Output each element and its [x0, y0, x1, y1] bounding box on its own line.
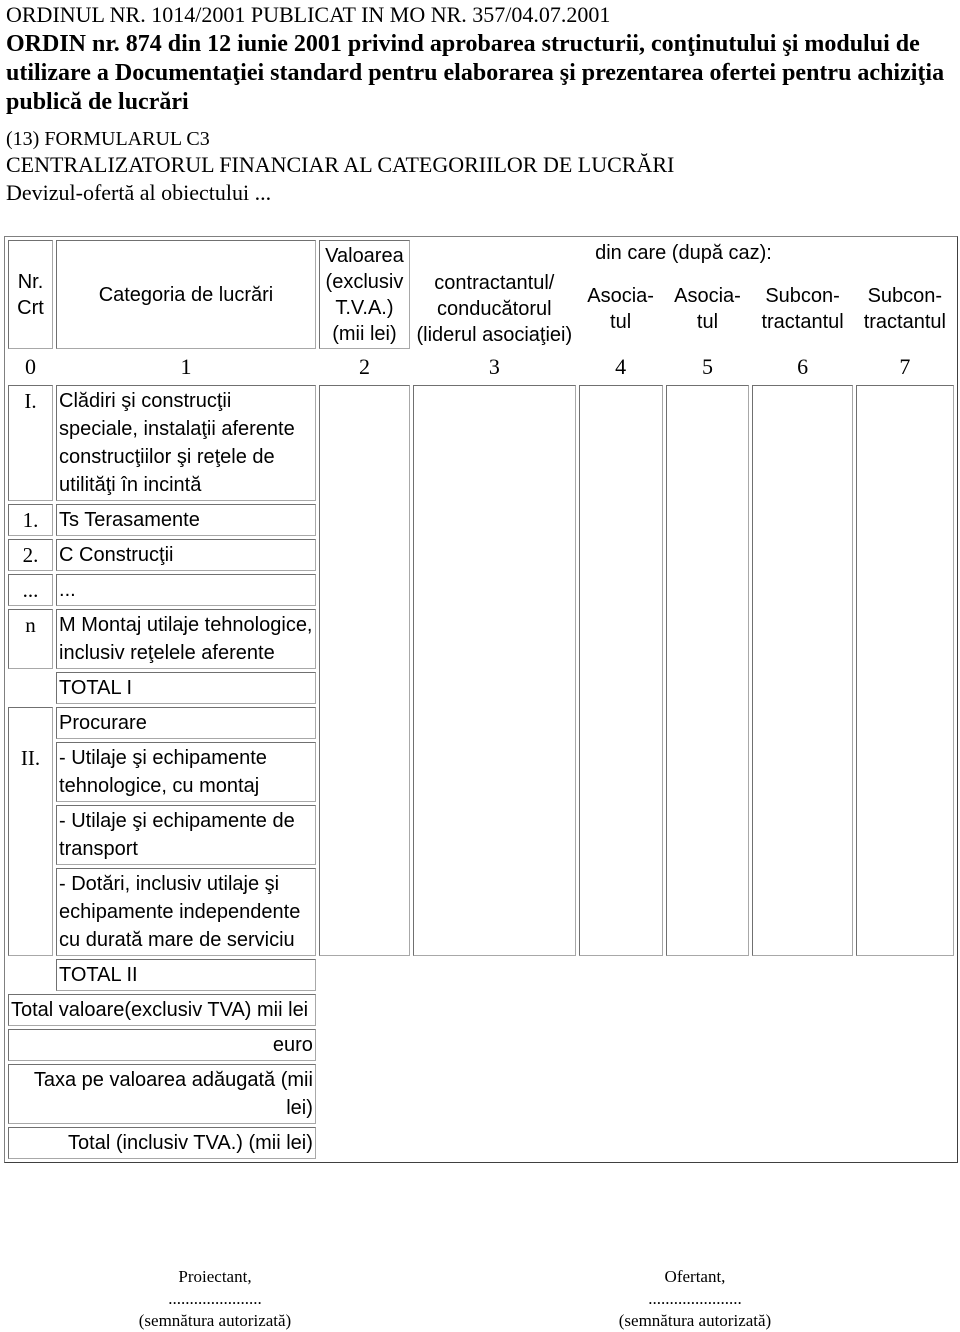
- header-nr-label: Nr.: [17, 270, 44, 293]
- row-category: M Montaj utilaje tehnologice, inclusiv reţelele aferente: [56, 609, 316, 669]
- header-subcontractant-2-l2: tractantul: [863, 311, 946, 333]
- order-reference-line: ORDINUL NR. 1014/2001 PUBLICAT IN MO NR. 357/04.07.2001: [6, 2, 611, 27]
- header-asociat-1: [579, 269, 663, 349]
- order-title: ORDIN nr. 874 din 12 iunie 2001 privind aprobarea structurii, conţinutului şi modului de utilizare a Documentaţiei standard pentru elaborarea şi prezentarea ofertei pentru achiziţia publică de lucrări: [6, 31, 945, 115]
- header-contractant-l1: contractantul/: [434, 272, 555, 294]
- row-total-valoare: Total valoare(exclusiv TVA) mii lei: [8, 994, 316, 1026]
- row-number: 2.: [8, 539, 53, 571]
- header-crt-label: Crt: [17, 296, 44, 319]
- row-number: I.: [8, 385, 53, 501]
- spacer: [11, 710, 50, 744]
- signature-proiectant-dots: ......................: [168, 1289, 262, 1308]
- table-row: [8, 385, 954, 501]
- header-valoarea: [319, 240, 410, 349]
- header-valoarea-l2: (exclusiv: [325, 270, 404, 293]
- col-number: 6: [797, 354, 809, 379]
- row-number: ...: [8, 574, 53, 606]
- value-cell: [856, 385, 954, 956]
- col-number: 1: [180, 354, 192, 379]
- column-number-row: [8, 352, 954, 382]
- signature-ofertant: [580, 1266, 810, 1332]
- header-valoarea-l1: Valoarea: [325, 244, 404, 267]
- financial-table: [4, 236, 958, 1163]
- col-number: 5: [701, 354, 713, 379]
- value-cell: [666, 385, 750, 956]
- header-asociat-1-l1: Asocia-: [587, 285, 654, 307]
- row-total-ii: TOTAL II: [56, 959, 316, 991]
- row-category: ...: [56, 574, 316, 606]
- empty-area: [319, 959, 954, 1159]
- row-number: n: [8, 609, 53, 669]
- signature-proiectant: [100, 1266, 330, 1332]
- row-number-ii-label: II.: [20, 746, 41, 770]
- row-euro: euro: [8, 1029, 316, 1061]
- signature-proiectant-note: (semnătura autorizată): [138, 1311, 292, 1330]
- header-subcontractant-1-l2: tractantul: [761, 311, 844, 333]
- form-title: CENTRALIZATORUL FINANCIAR AL CATEGORIILOR DE LUCRĂRI: [6, 152, 675, 177]
- col-number: 0: [25, 354, 36, 379]
- col-number: 4: [615, 354, 627, 379]
- header-subcontractant-1-l1: Subcon-: [765, 285, 840, 307]
- row-category: Clădiri şi construcţii speciale, instalaţii aferente construcţiilor şi reţele de utilităţi în incintă: [56, 385, 316, 501]
- row-procurare: Procurare: [56, 707, 316, 739]
- header-contractant-l3: (liderul asociaţiei): [416, 324, 573, 346]
- row-category: - Dotări, inclusiv utilaje şi echipamente independente cu durată mare de serviciu: [56, 868, 316, 956]
- header-subcontractant-2-l1: Subcon-: [867, 285, 943, 307]
- header-categoria: Categoria de lucrări: [56, 240, 316, 349]
- row-number: 1.: [8, 504, 53, 536]
- header-contractant-l2: conducătorul: [437, 298, 552, 320]
- row-number-ii: [8, 707, 53, 956]
- row-category: Ts Terasamente: [56, 504, 316, 536]
- signature-ofertant-dots: ......................: [648, 1289, 742, 1308]
- header-asociat-2-l1: Asocia-: [674, 285, 741, 307]
- row-category: C Construcţii: [56, 539, 316, 571]
- value-cell: [413, 385, 576, 956]
- row-total-i: TOTAL I: [56, 672, 316, 704]
- col-number: 3: [488, 354, 500, 379]
- signature-ofertant-note: (semnătura autorizată): [618, 1311, 772, 1330]
- header-asociat-2-l2: tul: [696, 311, 719, 333]
- row-number-empty: [8, 959, 53, 991]
- header-asociat-2: [666, 269, 750, 349]
- row-category: - Utilaje şi echipamente de transport: [56, 805, 316, 865]
- header-subcontractant-1: [752, 269, 852, 349]
- row-number-empty: [8, 672, 53, 704]
- header-din-care: din care (după caz):: [595, 242, 772, 264]
- col-number: 2: [358, 354, 370, 379]
- table-header-row: [8, 240, 954, 266]
- header-asociat-1-l2: tul: [610, 311, 632, 333]
- value-cell: [752, 385, 852, 956]
- table-row: [8, 959, 954, 991]
- signature-proiectant-title: Proiectant,: [178, 1267, 252, 1286]
- value-cell: [319, 385, 410, 956]
- header-valoarea-l3: T.V.A.): [335, 296, 394, 319]
- signature-ofertant-title: Ofertant,: [664, 1267, 726, 1286]
- value-cell: [579, 385, 663, 956]
- header-contractant: [413, 269, 576, 349]
- col-number: 7: [899, 354, 911, 379]
- form-subtitle: Devizul-ofertă al obiectului ...: [6, 180, 272, 205]
- row-total-tva: Total (inclusiv TVA.) (mii lei): [8, 1127, 316, 1159]
- row-taxa: Taxa pe valoarea adăugată (mii lei): [8, 1064, 316, 1124]
- header-nr-crt: [8, 240, 53, 349]
- header-subcontractant-2: [856, 269, 954, 349]
- row-category: - Utilaje şi echipamente tehnologice, cu montaj: [56, 742, 316, 802]
- header-valoarea-l4: (mii lei): [332, 322, 397, 345]
- form-number: (13) FORMULARUL C3: [6, 128, 210, 150]
